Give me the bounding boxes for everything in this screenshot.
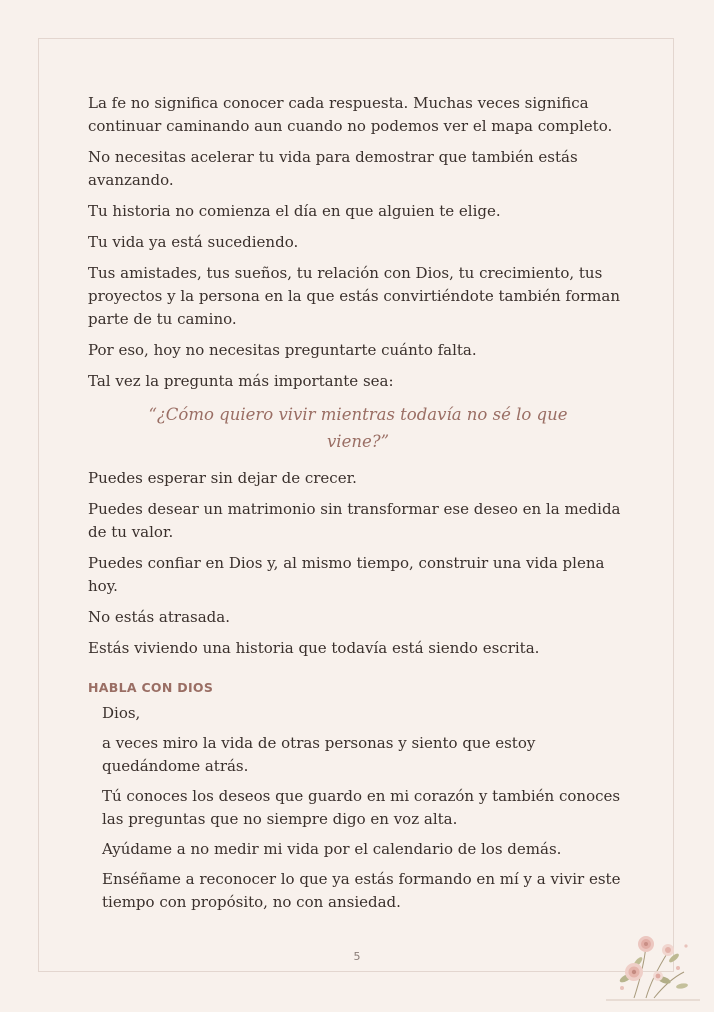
paragraph: No necesitas acelerar tu vida para demostrar que también estás avanzando. (88, 148, 578, 189)
paragraph: Puedes desear un matrimonio sin transformar ese deseo en la medida de tu valor. (88, 500, 621, 541)
paragraph: Puedes esperar sin dejar de crecer. (88, 469, 357, 487)
prayer-line: Enséñame a reconocer lo que ya estás formando en mí y a vivir este tiempo con propósito, no con ansiedad. (102, 870, 621, 911)
paragraph: No estás atrasada. (88, 608, 230, 626)
pull-quote: “¿Cómo quiero vivir mientras todavía no sé lo que viene?” (148, 405, 568, 451)
prayer-line: Dios, (102, 704, 141, 722)
floral-corner-icon (604, 928, 704, 1004)
page-number: 5 (353, 950, 361, 963)
prayer-block (88, 702, 628, 914)
prayer-line: Tú conoces los deseos que guardo en mi corazón y también conoces las preguntas que no siempre digo en voz alta. (102, 787, 621, 828)
page-content (88, 92, 628, 921)
prayer-line: a veces miro la vida de otras personas y siento que estoy quedándome atrás. (102, 734, 536, 775)
paragraph: Tu vida ya está sucediendo. (88, 233, 299, 251)
section-title: HABLA CON DIOS (88, 680, 214, 695)
paragraph: Estás viviendo una historia que todavía está siendo escrita. (88, 639, 540, 657)
paragraph: Tu historia no comienza el día en que alguien te elige. (88, 202, 501, 220)
paragraph: Puedes confiar en Dios y, al mismo tiempo, construir una vida plena hoy. (88, 554, 605, 595)
prayer-line: Ayúdame a no medir mi vida por el calendario de los demás. (102, 840, 562, 858)
paragraph: Por eso, hoy no necesitas preguntarte cuánto falta. (88, 341, 477, 359)
paragraph: La fe no significa conocer cada respuesta. Muchas veces significa continuar caminando aun cuando no podemos ver el mapa completo. (88, 94, 613, 135)
paragraph: Tal vez la pregunta más importante sea: (88, 372, 394, 390)
paragraph: Tus amistades, tus sueños, tu relación con Dios, tu crecimiento, tus proyectos y la persona en la que estás convirtiéndote también forman parte de tu camino. (88, 264, 620, 328)
